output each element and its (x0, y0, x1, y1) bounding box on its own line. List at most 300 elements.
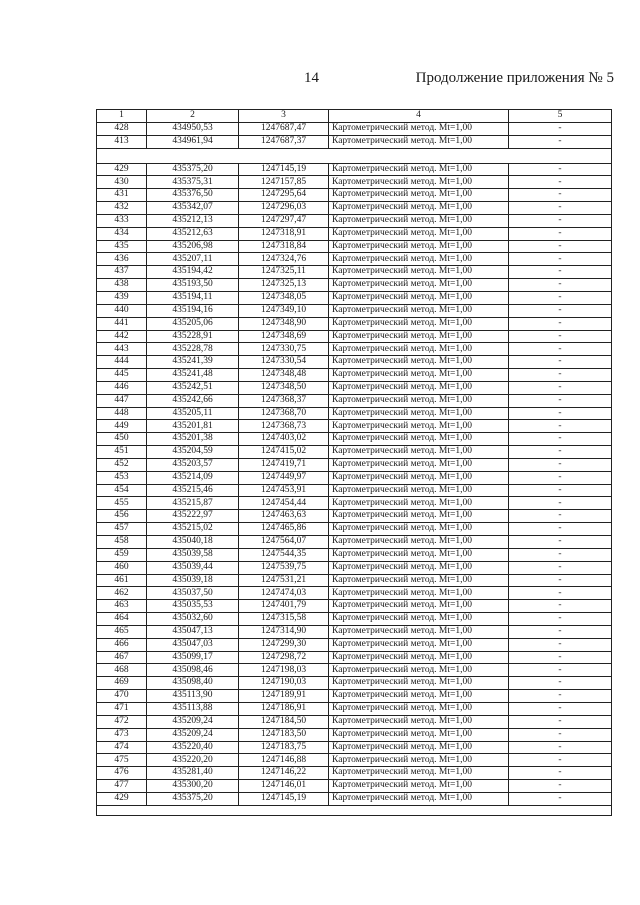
x-coordinate-cell: 435201,38 (147, 433, 239, 446)
table-row (97, 741, 612, 754)
y-coordinate-cell: 1247296,03 (239, 202, 329, 215)
x-coordinate-cell: 435098,46 (147, 664, 239, 677)
note-cell: - (509, 369, 612, 382)
method-cell: Картометрический метод. Mt=1,00 (329, 176, 509, 189)
point-number-cell: 444 (97, 356, 147, 369)
method-cell: Картометрический метод. Mt=1,00 (329, 253, 509, 266)
point-number-cell: 443 (97, 343, 147, 356)
method-cell: Картометрический метод. Mt=1,00 (329, 625, 509, 638)
table-row (97, 625, 612, 638)
x-coordinate-cell: 435194,16 (147, 304, 239, 317)
table-row (97, 574, 612, 587)
point-number-cell: 469 (97, 677, 147, 690)
appendix-title: Продолжение приложения № 5 (415, 70, 614, 86)
x-coordinate-cell: 435215,46 (147, 484, 239, 497)
table-row (97, 330, 612, 343)
method-cell: Картометрический метод. Mt=1,00 (329, 715, 509, 728)
y-coordinate-cell: 1247325,11 (239, 266, 329, 279)
point-number-cell: 461 (97, 574, 147, 587)
x-coordinate-cell: 435040,18 (147, 536, 239, 549)
point-number-cell: 450 (97, 433, 147, 446)
y-coordinate-cell: 1247348,90 (239, 317, 329, 330)
x-coordinate-cell: 435039,44 (147, 561, 239, 574)
y-coordinate-cell: 1247415,02 (239, 446, 329, 459)
table-row (97, 664, 612, 677)
point-number-cell: 428 (97, 122, 147, 135)
table-row (97, 240, 612, 253)
note-cell: - (509, 135, 612, 148)
point-number-cell: 446 (97, 381, 147, 394)
x-coordinate-cell: 434950,53 (147, 122, 239, 135)
x-coordinate-cell: 435193,50 (147, 279, 239, 292)
method-cell: Картометрический метод. Mt=1,00 (329, 728, 509, 741)
x-coordinate-cell: 435281,40 (147, 767, 239, 780)
method-cell: Картометрический метод. Mt=1,00 (329, 702, 509, 715)
y-coordinate-cell: 1247544,35 (239, 548, 329, 561)
x-coordinate-cell: 435228,91 (147, 330, 239, 343)
note-cell: - (509, 587, 612, 600)
note-cell: - (509, 381, 612, 394)
method-cell: Картометрический метод. Mt=1,00 (329, 510, 509, 523)
x-coordinate-cell: 435047,03 (147, 638, 239, 651)
x-coordinate-cell: 435047,13 (147, 625, 239, 638)
table-row (97, 651, 612, 664)
table-row (97, 446, 612, 459)
point-number-cell: 448 (97, 407, 147, 420)
header-col-5: 5 (509, 110, 612, 123)
point-number-cell: 429 (97, 792, 147, 805)
point-number-cell: 477 (97, 780, 147, 793)
x-coordinate-cell: 435207,11 (147, 253, 239, 266)
method-cell: Картометрический метод. Mt=1,00 (329, 638, 509, 651)
x-coordinate-cell: 435241,48 (147, 369, 239, 382)
method-cell: Картометрический метод. Mt=1,00 (329, 600, 509, 613)
y-coordinate-cell: 1247687,37 (239, 135, 329, 148)
method-cell: Картометрический метод. Mt=1,00 (329, 420, 509, 433)
point-number-cell: 472 (97, 715, 147, 728)
table-row (97, 433, 612, 446)
note-cell: - (509, 600, 612, 613)
point-number-cell: 430 (97, 176, 147, 189)
y-coordinate-cell: 1247368,70 (239, 407, 329, 420)
y-coordinate-cell: 1247325,13 (239, 279, 329, 292)
point-number-cell: 460 (97, 561, 147, 574)
method-cell: Картометрический метод. Mt=1,00 (329, 135, 509, 148)
note-cell: - (509, 279, 612, 292)
y-coordinate-cell: 1247314,90 (239, 625, 329, 638)
point-number-cell: 457 (97, 523, 147, 536)
table-row (97, 381, 612, 394)
method-cell: Картометрический метод. Mt=1,00 (329, 189, 509, 202)
table-row (97, 561, 612, 574)
table-row (97, 253, 612, 266)
table-row (97, 587, 612, 600)
table-row (97, 728, 612, 741)
point-number-cell: 435 (97, 240, 147, 253)
y-coordinate-cell: 1247349,10 (239, 304, 329, 317)
x-coordinate-cell: 435242,66 (147, 394, 239, 407)
y-coordinate-cell: 1247419,71 (239, 458, 329, 471)
point-number-cell: 447 (97, 394, 147, 407)
method-cell: Картометрический метод. Mt=1,00 (329, 227, 509, 240)
method-cell: Картометрический метод. Mt=1,00 (329, 369, 509, 382)
y-coordinate-cell: 1247295,64 (239, 189, 329, 202)
y-coordinate-cell: 1247368,73 (239, 420, 329, 433)
y-coordinate-cell: 1247183,50 (239, 728, 329, 741)
point-number-cell: 437 (97, 266, 147, 279)
x-coordinate-cell: 435201,81 (147, 420, 239, 433)
note-cell: - (509, 741, 612, 754)
y-coordinate-cell: 1247146,88 (239, 754, 329, 767)
note-cell: - (509, 304, 612, 317)
method-cell: Картометрический метод. Mt=1,00 (329, 394, 509, 407)
method-cell: Картометрический метод. Mt=1,00 (329, 613, 509, 626)
x-coordinate-cell: 435300,20 (147, 780, 239, 793)
header-col-1: 1 (97, 110, 147, 123)
table-row (97, 317, 612, 330)
note-cell: - (509, 715, 612, 728)
y-coordinate-cell: 1247368,37 (239, 394, 329, 407)
table-end-row (97, 805, 612, 815)
point-number-cell: 441 (97, 317, 147, 330)
table-row (97, 343, 612, 356)
table-row (97, 291, 612, 304)
note-cell: - (509, 163, 612, 176)
y-coordinate-cell: 1247453,91 (239, 484, 329, 497)
note-cell: - (509, 510, 612, 523)
table-row (97, 356, 612, 369)
point-number-cell: 467 (97, 651, 147, 664)
y-coordinate-cell: 1247454,44 (239, 497, 329, 510)
y-coordinate-cell: 1247348,48 (239, 369, 329, 382)
point-number-cell: 453 (97, 471, 147, 484)
table-row (97, 176, 612, 189)
note-cell: - (509, 651, 612, 664)
table-row (97, 754, 612, 767)
note-cell: - (509, 446, 612, 459)
x-coordinate-cell: 435209,24 (147, 715, 239, 728)
point-number-cell: 431 (97, 189, 147, 202)
note-cell: - (509, 677, 612, 690)
note-cell: - (509, 536, 612, 549)
point-number-cell: 459 (97, 548, 147, 561)
point-number-cell: 466 (97, 638, 147, 651)
y-coordinate-cell: 1247189,91 (239, 690, 329, 703)
y-coordinate-cell: 1247330,75 (239, 343, 329, 356)
x-coordinate-cell: 435375,31 (147, 176, 239, 189)
point-number-cell: 471 (97, 702, 147, 715)
point-number-cell: 434 (97, 227, 147, 240)
table-row (97, 484, 612, 497)
y-coordinate-cell: 1247186,91 (239, 702, 329, 715)
y-coordinate-cell: 1247465,86 (239, 523, 329, 536)
table-row (97, 227, 612, 240)
method-cell: Картометрический метод. Mt=1,00 (329, 330, 509, 343)
note-cell: - (509, 702, 612, 715)
note-cell: - (509, 202, 612, 215)
table-row (97, 266, 612, 279)
contour-separator-row-cell (97, 148, 612, 163)
y-coordinate-cell: 1247146,01 (239, 780, 329, 793)
note-cell: - (509, 625, 612, 638)
table-row (97, 548, 612, 561)
y-coordinate-cell: 1247299,30 (239, 638, 329, 651)
y-coordinate-cell: 1247531,21 (239, 574, 329, 587)
table-row (97, 613, 612, 626)
method-cell: Картометрический метод. Mt=1,00 (329, 677, 509, 690)
method-cell: Картометрический метод. Mt=1,00 (329, 458, 509, 471)
table-row (97, 407, 612, 420)
note-cell: - (509, 407, 612, 420)
note-cell: - (509, 638, 612, 651)
note-cell: - (509, 433, 612, 446)
x-coordinate-cell: 435228,78 (147, 343, 239, 356)
x-coordinate-cell: 435220,20 (147, 754, 239, 767)
point-number-cell: 449 (97, 420, 147, 433)
x-coordinate-cell: 435205,06 (147, 317, 239, 330)
table-row (97, 523, 612, 536)
y-coordinate-cell: 1247474,03 (239, 587, 329, 600)
y-coordinate-cell: 1247297,47 (239, 214, 329, 227)
note-cell: - (509, 690, 612, 703)
table-row (97, 497, 612, 510)
method-cell: Картометрический метод. Mt=1,00 (329, 561, 509, 574)
point-number-cell: 442 (97, 330, 147, 343)
table-row (97, 189, 612, 202)
x-coordinate-cell: 435203,57 (147, 458, 239, 471)
coordinates-table (96, 109, 612, 816)
method-cell: Картометрический метод. Mt=1,00 (329, 767, 509, 780)
y-coordinate-cell: 1247449,97 (239, 471, 329, 484)
x-coordinate-cell: 435215,87 (147, 497, 239, 510)
y-coordinate-cell: 1247146,22 (239, 767, 329, 780)
note-cell: - (509, 548, 612, 561)
point-number-cell: 470 (97, 690, 147, 703)
x-coordinate-cell: 435342,07 (147, 202, 239, 215)
y-coordinate-cell: 1247318,91 (239, 227, 329, 240)
y-coordinate-cell: 1247145,19 (239, 163, 329, 176)
note-cell: - (509, 122, 612, 135)
x-coordinate-cell: 435037,50 (147, 587, 239, 600)
x-coordinate-cell: 435375,20 (147, 792, 239, 805)
y-coordinate-cell: 1247401,79 (239, 600, 329, 613)
y-coordinate-cell: 1247145,19 (239, 792, 329, 805)
point-number-cell: 473 (97, 728, 147, 741)
table-row (97, 458, 612, 471)
point-number-cell: 438 (97, 279, 147, 292)
method-cell: Картометрический метод. Mt=1,00 (329, 523, 509, 536)
method-cell: Картометрический метод. Mt=1,00 (329, 356, 509, 369)
table-header-row (97, 110, 612, 123)
method-cell: Картометрический метод. Mt=1,00 (329, 291, 509, 304)
x-coordinate-cell: 435113,88 (147, 702, 239, 715)
method-cell: Картометрический метод. Mt=1,00 (329, 548, 509, 561)
point-number-cell: 454 (97, 484, 147, 497)
y-coordinate-cell: 1247348,05 (239, 291, 329, 304)
note-cell: - (509, 458, 612, 471)
x-coordinate-cell: 435098,40 (147, 677, 239, 690)
y-coordinate-cell: 1247298,72 (239, 651, 329, 664)
y-coordinate-cell: 1247348,50 (239, 381, 329, 394)
table-row (97, 394, 612, 407)
table-row (97, 767, 612, 780)
point-number-cell: 452 (97, 458, 147, 471)
note-cell: - (509, 343, 612, 356)
method-cell: Картометрический метод. Mt=1,00 (329, 343, 509, 356)
x-coordinate-cell: 435214,09 (147, 471, 239, 484)
x-coordinate-cell: 435194,42 (147, 266, 239, 279)
method-cell: Картометрический метод. Mt=1,00 (329, 163, 509, 176)
x-coordinate-cell: 435212,13 (147, 214, 239, 227)
note-cell: - (509, 253, 612, 266)
x-coordinate-cell: 435039,18 (147, 574, 239, 587)
x-coordinate-cell: 435113,90 (147, 690, 239, 703)
method-cell: Картометрический метод. Mt=1,00 (329, 122, 509, 135)
method-cell: Картометрический метод. Mt=1,00 (329, 202, 509, 215)
note-cell: - (509, 780, 612, 793)
table-end-row-cell (97, 805, 612, 815)
note-cell: - (509, 613, 612, 626)
table-row (97, 369, 612, 382)
note-cell: - (509, 523, 612, 536)
table-row (97, 122, 612, 135)
table-row (97, 214, 612, 227)
method-cell: Картометрический метод. Mt=1,00 (329, 279, 509, 292)
point-number-cell: 465 (97, 625, 147, 638)
x-coordinate-cell: 435241,39 (147, 356, 239, 369)
note-cell: - (509, 330, 612, 343)
y-coordinate-cell: 1247539,75 (239, 561, 329, 574)
method-cell: Картометрический метод. Mt=1,00 (329, 484, 509, 497)
note-cell: - (509, 484, 612, 497)
point-number-cell: 436 (97, 253, 147, 266)
y-coordinate-cell: 1247315,58 (239, 613, 329, 626)
table-row (97, 279, 612, 292)
note-cell: - (509, 561, 612, 574)
note-cell: - (509, 317, 612, 330)
x-coordinate-cell: 435039,58 (147, 548, 239, 561)
method-cell: Картометрический метод. Mt=1,00 (329, 780, 509, 793)
header-col-3: 3 (239, 110, 329, 123)
method-cell: Картометрический метод. Mt=1,00 (329, 317, 509, 330)
point-number-cell: 439 (97, 291, 147, 304)
note-cell: - (509, 497, 612, 510)
table-row (97, 715, 612, 728)
point-number-cell: 429 (97, 163, 147, 176)
table-row (97, 677, 612, 690)
x-coordinate-cell: 435099,17 (147, 651, 239, 664)
y-coordinate-cell: 1247348,69 (239, 330, 329, 343)
x-coordinate-cell: 435032,60 (147, 613, 239, 626)
table-row (97, 471, 612, 484)
note-cell: - (509, 574, 612, 587)
note-cell: - (509, 227, 612, 240)
method-cell: Картометрический метод. Mt=1,00 (329, 792, 509, 805)
method-cell: Картометрический метод. Mt=1,00 (329, 407, 509, 420)
method-cell: Картометрический метод. Mt=1,00 (329, 240, 509, 253)
method-cell: Картометрический метод. Mt=1,00 (329, 214, 509, 227)
point-number-cell: 451 (97, 446, 147, 459)
y-coordinate-cell: 1247687,47 (239, 122, 329, 135)
point-number-cell: 468 (97, 664, 147, 677)
note-cell: - (509, 471, 612, 484)
note-cell: - (509, 420, 612, 433)
method-cell: Картометрический метод. Mt=1,00 (329, 754, 509, 767)
x-coordinate-cell: 435215,02 (147, 523, 239, 536)
header-col-2: 2 (147, 110, 239, 123)
note-cell: - (509, 291, 612, 304)
method-cell: Картометрический метод. Mt=1,00 (329, 690, 509, 703)
table-row (97, 600, 612, 613)
x-coordinate-cell: 435206,98 (147, 240, 239, 253)
note-cell: - (509, 792, 612, 805)
method-cell: Картометрический метод. Mt=1,00 (329, 536, 509, 549)
table-row (97, 792, 612, 805)
note-cell: - (509, 266, 612, 279)
table-row (97, 638, 612, 651)
x-coordinate-cell: 435209,24 (147, 728, 239, 741)
y-coordinate-cell: 1247157,85 (239, 176, 329, 189)
method-cell: Картометрический метод. Mt=1,00 (329, 664, 509, 677)
y-coordinate-cell: 1247198,03 (239, 664, 329, 677)
note-cell: - (509, 728, 612, 741)
table-row (97, 702, 612, 715)
method-cell: Картометрический метод. Mt=1,00 (329, 266, 509, 279)
x-coordinate-cell: 435035,53 (147, 600, 239, 613)
table-row (97, 304, 612, 317)
x-coordinate-cell: 434961,94 (147, 135, 239, 148)
method-cell: Картометрический метод. Mt=1,00 (329, 381, 509, 394)
x-coordinate-cell: 435242,51 (147, 381, 239, 394)
y-coordinate-cell: 1247463,63 (239, 510, 329, 523)
x-coordinate-cell: 435376,50 (147, 189, 239, 202)
table-row (97, 202, 612, 215)
method-cell: Картометрический метод. Mt=1,00 (329, 651, 509, 664)
point-number-cell: 462 (97, 587, 147, 600)
point-number-cell: 464 (97, 613, 147, 626)
note-cell: - (509, 176, 612, 189)
y-coordinate-cell: 1247190,03 (239, 677, 329, 690)
x-coordinate-cell: 435205,11 (147, 407, 239, 420)
table-row (97, 690, 612, 703)
contour-separator-row (97, 148, 612, 163)
note-cell: - (509, 356, 612, 369)
y-coordinate-cell: 1247324,76 (239, 253, 329, 266)
table-row (97, 163, 612, 176)
note-cell: - (509, 767, 612, 780)
note-cell: - (509, 394, 612, 407)
y-coordinate-cell: 1247403,02 (239, 433, 329, 446)
point-number-cell: 474 (97, 741, 147, 754)
point-number-cell: 432 (97, 202, 147, 215)
point-number-cell: 433 (97, 214, 147, 227)
y-coordinate-cell: 1247183,75 (239, 741, 329, 754)
note-cell: - (509, 214, 612, 227)
y-coordinate-cell: 1247564,07 (239, 536, 329, 549)
table-row (97, 420, 612, 433)
method-cell: Картометрический метод. Mt=1,00 (329, 433, 509, 446)
y-coordinate-cell: 1247330,54 (239, 356, 329, 369)
header-col-4: 4 (329, 110, 509, 123)
point-number-cell: 476 (97, 767, 147, 780)
table-row (97, 510, 612, 523)
point-number-cell: 455 (97, 497, 147, 510)
note-cell: - (509, 189, 612, 202)
x-coordinate-cell: 435204,59 (147, 446, 239, 459)
x-coordinate-cell: 435222,97 (147, 510, 239, 523)
method-cell: Картометрический метод. Mt=1,00 (329, 741, 509, 754)
method-cell: Картометрический метод. Mt=1,00 (329, 587, 509, 600)
